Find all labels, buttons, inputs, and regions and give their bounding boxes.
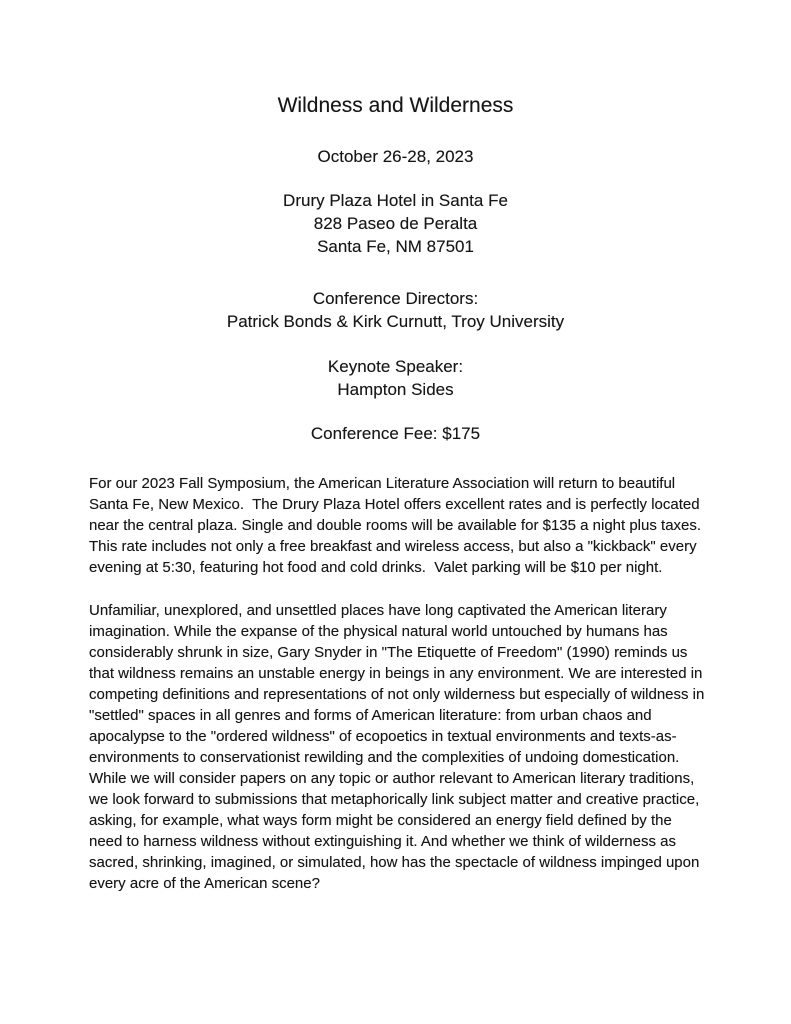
directors-label: Conference Directors: xyxy=(312,289,479,308)
keynote-label: Keynote Speaker: xyxy=(327,357,464,376)
document-header xyxy=(0,0,791,445)
venue-name: Drury Plaza Hotel in Santa Fe xyxy=(283,191,508,210)
venue-address-city: Santa Fe, NM 87501 xyxy=(317,237,474,256)
conference-fee: Conference Fee: $175 xyxy=(310,424,481,443)
body-paragraph-hotel-info: For our 2023 Fall Symposium, the American Literature Association will return to beautiful Santa Fe, New Mexico. The Drury Plaza Hotel offers excellent rates and is perfectly located near the central plaza. Single and double rooms will be available for $135 a night plus taxes. This rate includes not only a free breakfast and wireless access, but also a "kickback" every evening at 5:30, featuring hot food and cold drinks. Valet parking will be $10 per night. xyxy=(89,475,705,576)
body-paragraph-call-for-papers: Unfamiliar, unexplored, and unsettled places have long captivated the American literary imagination. While the expanse of the physical natural world untouched by humans has considerably shrunk in size, Gary Snyder in "The Etiquette of Freedom" (1990) reminds us that wildness remains an unstable energy in beings in any environment. We are interested in competing definitions and representations of not only wilderness but especially of wildness in "settled" spaces in all genres and forms of American literature: from urban chaos and apocalypse to the "ordered wildness" of ecopoetics in textual environments and texts-as-environments to conservationist rewilding and the complexities of undoing domestication. While we will consider papers on any topic or author relevant to American literary traditions, we look forward to submissions that metaphorically link subject matter and creative practice, asking, for example, what ways form might be considered an energy field defined by the need to harness wildness without extinguishing it. And whether we think of wilderness as sacred, shrinking, imagined, or simulated, how has the spectacle of wildness impinged upon every acre of the American scene? xyxy=(89,602,709,892)
venue-block xyxy=(0,189,791,258)
directors-block xyxy=(0,287,791,333)
conference-dates: October 26-28, 2023 xyxy=(317,147,474,166)
keynote-speaker-name: Hampton Sides xyxy=(337,380,454,399)
venue-address-street: 828 Paseo de Peralta xyxy=(313,214,478,233)
directors-names: Patrick Bonds & Kirk Curnutt, Troy University xyxy=(226,312,565,331)
keynote-block xyxy=(0,355,791,401)
page-title: Wildness and Wilderness xyxy=(277,94,514,117)
